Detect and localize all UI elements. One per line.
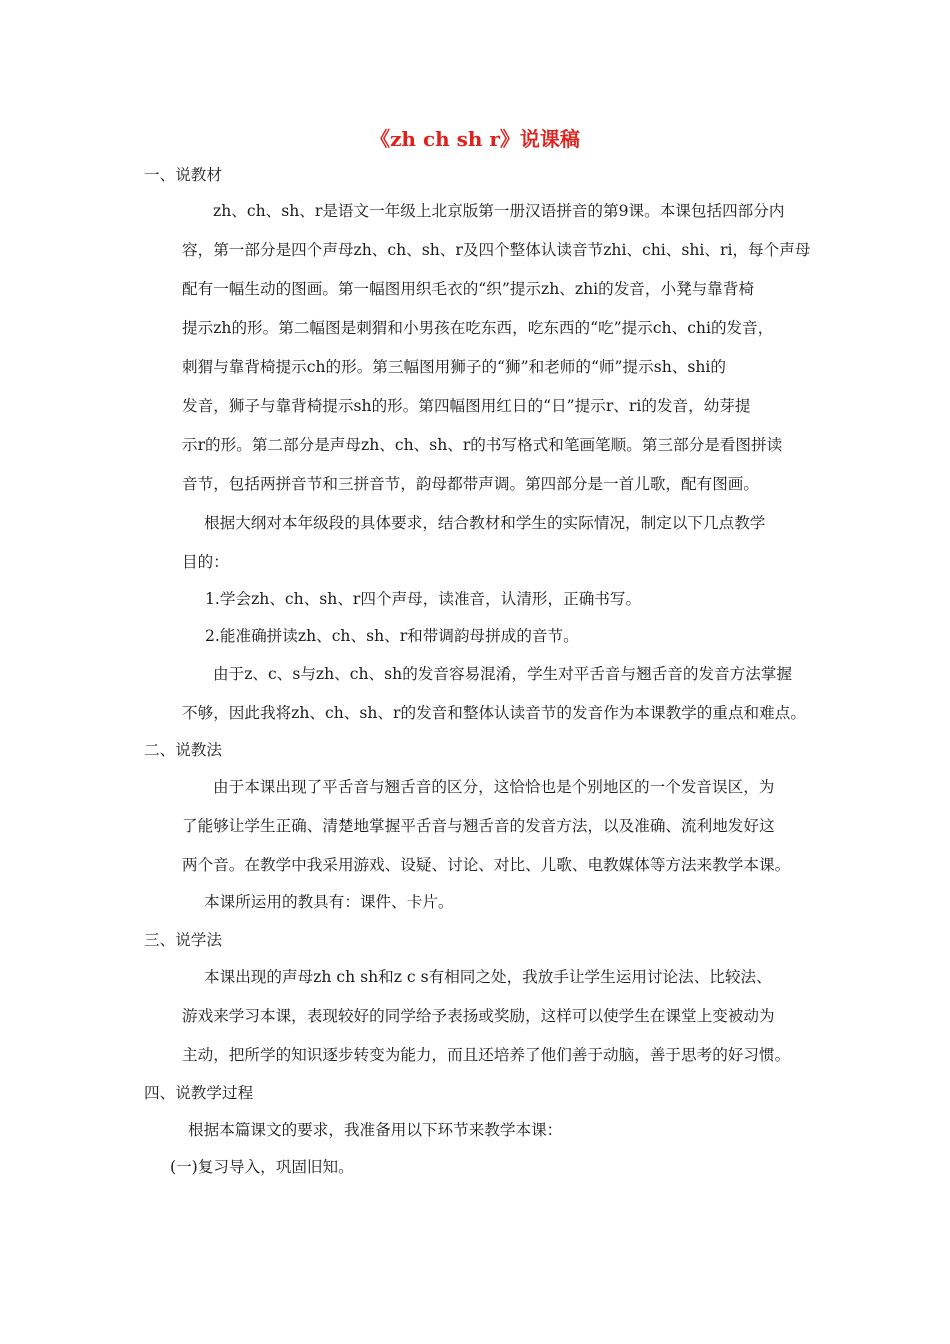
section-heading-methods: 二、说教法	[144, 741, 222, 759]
paragraph-line: 不够，因此我将zh、ch、sh、r的发音和整体认读音节的发音作为本课教学的重点和难点。	[182, 704, 806, 722]
paragraph-line: 刺猬与靠背椅提示ch的形。第三幅图用狮子的“狮”和老师的“师”提示sh、shi的	[182, 358, 726, 376]
paragraph-line: zh、ch、sh、r是语文一年级上北京版第一册汉语拼音的第9课。本课包括四部分内	[213, 202, 785, 220]
paragraph-line: 两个音。在教学中我采用游戏、设疑、讨论、对比、儿歌、电教媒体等方法来教学本课。	[182, 856, 791, 874]
document-title: 《zh ch sh r》说课稿	[370, 127, 580, 151]
paragraph-line: 本课所运用的教具有：课件、卡片。	[204, 893, 454, 911]
paragraph-line: 提示zh的形。第二幅图是刺猬和小男孩在吃东西，吃东西的“吃”提示ch、chi的发音，	[182, 319, 774, 337]
goal-item: 2.能准确拼读zh、ch、sh、r和带调韵母拼成的音节。	[205, 627, 579, 645]
section-heading-learning: 三、说学法	[144, 931, 222, 949]
paragraph-line: 根据大纲对本年级段的具体要求，结合教材和学生的实际情况，制定以下几点教学	[204, 514, 766, 532]
process-step: (一)复习导入，巩固旧知。	[170, 1158, 354, 1176]
paragraph-line: 配有一幅生动的图画。第一幅图用织毛衣的“织”提示zh、zhi的发音，小凳与靠背椅	[182, 280, 755, 298]
section-heading-process: 四、说教学过程	[144, 1084, 254, 1102]
paragraph-line: 容，第一部分是四个声母zh、ch、sh、r及四个整体认读音节zhi、chi、shi、ri，每个声母	[182, 241, 811, 259]
paragraph-line: 目的：	[182, 553, 229, 571]
paragraph-line: 根据本篇课文的要求，我准备用以下环节来教学本课：	[188, 1121, 563, 1139]
paragraph-line: 了能够让学生正确、清楚地掌握平舌音与翘舌音的发音方法，以及准确、流利地发好这	[182, 817, 775, 835]
paragraph-line: 游戏来学习本课，表现较好的同学给予表扬或奖励，这样可以使学生在课堂上变被动为	[182, 1007, 775, 1025]
paragraph-line: 由于z、c、s与zh、ch、sh的发音容易混淆，学生对平舌音与翘舌音的发音方法掌握	[213, 665, 793, 683]
paragraph-line: 示r的形。第二部分是声母zh、ch、sh、r的书写格式和笔画笔顺。第三部分是看图拼读	[182, 436, 783, 454]
paragraph-line: 由于本课出现了平舌音与翘舌音的区分，这恰恰也是个别地区的一个发音误区，为	[213, 778, 775, 796]
section-heading-materials: 一、说教材	[144, 166, 222, 184]
paragraph-line: 音节，包括两拼音节和三拼音节，韵母都带声调。第四部分是一首儿歌，配有图画。	[182, 475, 759, 493]
goal-item: 1.学会zh、ch、sh、r四个声母，读准音，认清形，正确书写。	[205, 590, 642, 608]
paragraph-line: 本课出现的声母zh ch sh和z c s有相同之处，我放手让学生运用讨论法、比较法、	[204, 968, 772, 986]
paragraph-line: 主动，把所学的知识逐步转变为能力，而且还培养了他们善于动脑，善于思考的好习惯。	[182, 1046, 791, 1064]
paragraph-line: 发音，狮子与靠背椅提示sh的形。第四幅图用红日的“日”提示r、ri的发音，幼芽提	[182, 397, 751, 415]
